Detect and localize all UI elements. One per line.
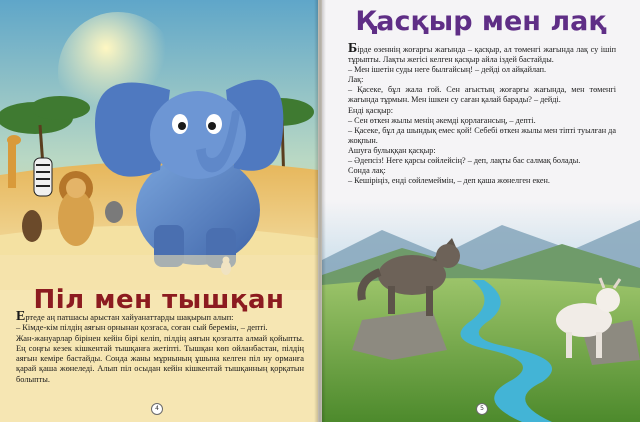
story-text [16,309,304,385]
paragraph: Ертеде аң патшасы арыстан хайуанаттарды шақырып алып: [16,309,234,324]
paragraph: – Қасеке, бұл да шындық емес қой! Себебі өткен жылы мен тіпті туылған да жоқпын. [348,125,616,145]
paragraph: Бірде өзеннің жоғарғы жағында – қасқыр, ал төменгі жағында лақ су ішіп тұрыпты. Лақты жегісі келген қасқыр айла іздей бастайды. [348,41,616,65]
paragraph: – Кешіріңіз, енді сөйлемеймін, – деп қаша жөнелген екен. [348,176,550,186]
story-title: Қасқыр мен лақ [355,6,607,37]
paragraph: Лақ: [348,75,364,85]
paragraph: – Сен өткен жылы менің әкемді қорлағансың, – депті. [348,115,536,125]
paragraph: Сонда лақ: [348,166,386,176]
dropcap: Е [16,309,26,324]
page-number: 5 [476,403,488,415]
paragraph: Енді қасқыр: [348,105,393,115]
paragraph: Ашуға булыққан қасқыр: [348,145,436,155]
paragraph: – Мен ішетін суды неге былғайсың! – дейді ол айқайлап. [348,65,547,75]
left-page [0,0,318,422]
paragraph: – Қасеке, бұл жала ғой. Сен ағыстың жоғарғы жағында, мен төменгі жағында тұрмын. Мен ішкен су саған қалай барады? – дейді. [348,85,616,105]
right-page [322,0,640,422]
wolf-and-goat-illustration [322,200,640,422]
paragraph: Жан-жануарлар бірінен кейін бірі келіп, пілдің аяғын қозғалта алмай қойыпты. Ең соңғы кезек кішкентай тышқанға жетіпті. Тышқан көп ойланбастан, пілдің аяғын кеміре бастайды. Сонда жаны мұрнының ұшына келген піл ну орманға қарай қаша жөнеледі. Алып піл осыдан кейін кішкентай тышқанның қорқатын болыпты. [16,333,304,384]
book-gutter [314,0,326,422]
story-title: Піл мен тышқан [33,285,285,315]
paragraph: – Әдепсіз! Неге қарсы сөйлейсің? – деп, лақты бас салмақ болады. [348,156,581,166]
page-number: 4 [151,403,163,415]
story-text [348,41,616,186]
dropcap: Б [348,41,358,56]
elephant-illustration [0,0,318,290]
paragraph: – Кімде-кім пілдің аяғын орнынан қозғаса, соған сый беремін, – депті. [16,323,268,333]
